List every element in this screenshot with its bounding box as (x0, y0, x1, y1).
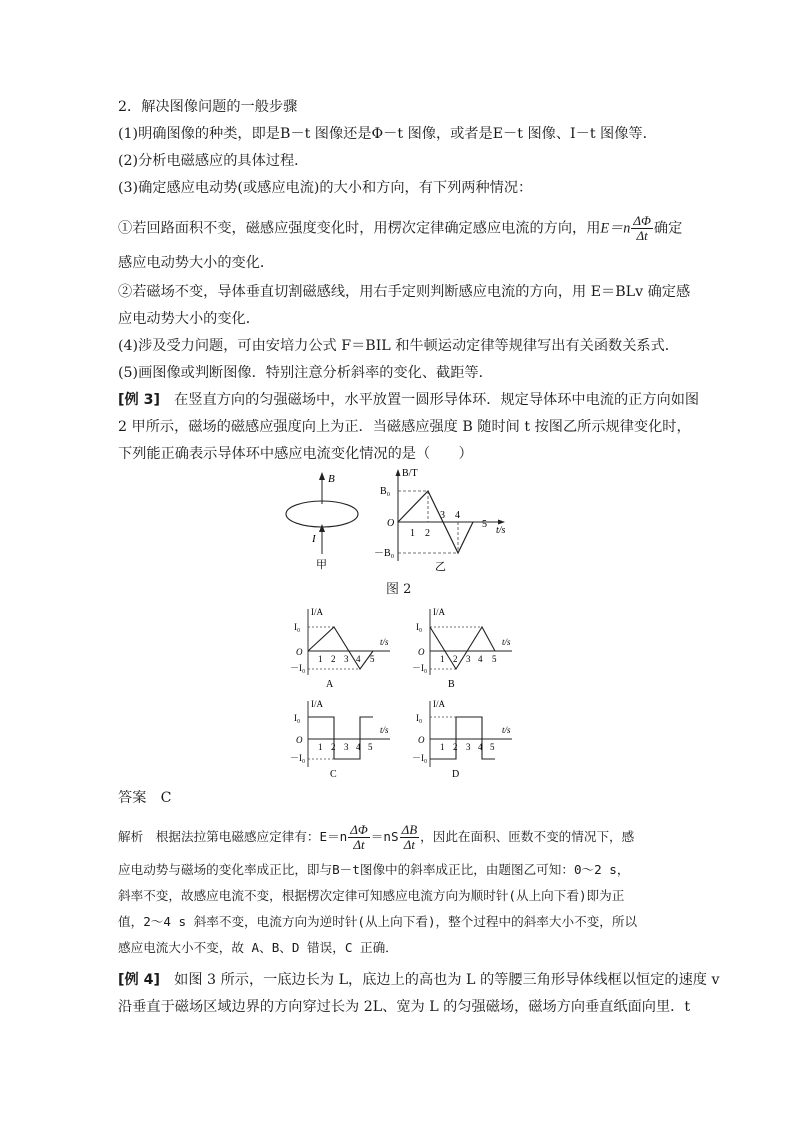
panel-c-ytop: I₀ (294, 713, 301, 723)
answer-value: C (160, 790, 172, 806)
panel-a-xlabel: t/s (380, 637, 389, 647)
panel-a-xtick-4: 4 (356, 654, 361, 664)
panel-c-xtick-4: 4 (356, 742, 361, 752)
panel-c-ybot: －I₀ (290, 753, 306, 763)
panel-d-xtick-2: 2 (453, 742, 458, 752)
case-1-post: 确定 (653, 220, 683, 237)
panel-c-xtick-2: 2 (331, 742, 336, 752)
solution-line-3: 斜率不变，故感应电流不变，根据楞次定律可知感应电流方向为顺时针(从上向下看)即为正 (118, 888, 625, 903)
yi-xtick-1: 1 (410, 528, 415, 539)
panel-a-origin: O (296, 647, 303, 657)
panel-d-ybot: －I₀ (412, 753, 428, 763)
case-1-fraction (631, 214, 653, 243)
figure-2-caption: 图 2 (386, 582, 412, 597)
panel-b-xtick-2: 2 (453, 654, 458, 664)
solution-frac-2-den: Δt (403, 837, 415, 852)
step-4: (4)涉及受力问题，可由安培力公式 F＝BIL 和牛顿运动定律等规律写出有关函数关系式． (118, 338, 679, 354)
panel-c-xtick-1: 1 (318, 742, 323, 752)
panel-b-xtick-1: 1 (440, 654, 445, 664)
panel-b-label: B (448, 679, 455, 690)
yi-ylabel: B/T (402, 468, 418, 479)
panel-b-xtick-4: 4 (478, 654, 483, 664)
current-arrow-icon (319, 524, 325, 532)
section-heading: 2．解决图像问题的一般步骤 (118, 99, 298, 115)
solution-frac-2 (400, 823, 420, 852)
jia-sub-label: 甲 (316, 559, 327, 571)
panel-d-xtick-4: 4 (478, 742, 483, 752)
solution-line-4: 值，2～4 s 斜率不变，电流方向为逆时针(从上向下看)，整个过程中的斜率大小不变，所以 (118, 914, 638, 929)
panel-d-xtick-3: 3 (466, 742, 471, 752)
yi-xtick-4: 4 (455, 510, 460, 521)
solution-line-1 (118, 823, 634, 852)
panel-b-xlabel: t/s (502, 637, 511, 647)
solution-text-1c: ，因此在面积、匝数不变的情况下，感 (420, 829, 635, 844)
panel-b-ylabel: I/A (433, 607, 445, 617)
conductor-ring (286, 501, 358, 527)
example-4-tag: [例 4] (118, 972, 160, 988)
figure-2 (270, 466, 520, 596)
option-panels (290, 605, 530, 780)
panel-d-origin: O (418, 735, 425, 745)
panel-c-label: C (330, 769, 337, 780)
case-1-fraction-den: Δt (636, 228, 648, 243)
yi-sub-label: 乙 (435, 561, 446, 573)
panel-a-xtick-1: 1 (318, 654, 323, 664)
yi-xtick-2: 2 (425, 528, 430, 539)
yi-x-arrow-icon (498, 520, 505, 525)
panel-c-xtick-5: 5 (368, 742, 373, 752)
panel-a-ybot: －I₀ (290, 663, 306, 673)
case-1-text: ①若回路面积不变，磁感应强度变化时，用楞次定律确定感应电流的方向，用 (118, 220, 601, 237)
panel-b-xtick-3: 3 (466, 654, 471, 664)
yi-xtick-3: 3 (440, 510, 445, 521)
panel-c-curve (308, 717, 373, 759)
solution-text-1a: 根据法拉第电磁感应定律有：E＝n (155, 829, 348, 844)
answer-line (118, 788, 171, 808)
figure-2-yi (374, 468, 506, 573)
panel-c-origin: O (296, 735, 303, 745)
example-3-text-1: 在竖直方向的匀强磁场中，水平放置一圆形导体环．规定导体环中电流的正方向如图 (174, 392, 700, 408)
panel-d-xtick-5: 5 (490, 742, 495, 752)
panel-a-xtick-5: 5 (370, 654, 375, 664)
step-5: (5)画图像或判断图像．特别注意分析斜率的变化、截距等． (118, 365, 493, 381)
solution-frac-2-num: ΔB (401, 822, 418, 837)
jia-b-label: B (328, 473, 335, 485)
case-2-line-2: 应电动势大小的变化． (118, 311, 260, 327)
case-1-fraction-num: ΔΦ (633, 213, 651, 228)
yi-xlabel: t/s (496, 525, 506, 536)
arrow-head-icon (319, 472, 325, 480)
example-4-line-2: 沿垂直于磁场区域边界的方向穿过长为 2L、宽为 L 的匀强磁场，磁场方向垂直纸面向里．t (118, 999, 691, 1015)
example-4-text-1: 如图 3 所示，一底边长为 L，底边上的高也为 L 的等腰三角形导体线框以恒定的速度 v (174, 972, 720, 988)
step-3: (3)确定感应电动势(或感应电流)的大小和方向，有下列两种情况： (118, 180, 533, 196)
panel-a-xtick-3: 3 (344, 654, 349, 664)
jia-i-label: I (312, 533, 316, 545)
option-panel-c (290, 699, 390, 780)
example-3-line-2: 2 甲所示，磁场的磁感应强度向上为正．当磁感应强度 B 随时间 t 按图乙所示规律变化时， (118, 419, 691, 435)
solution-frac-1-num: ΔΦ (350, 822, 368, 837)
panel-b-origin: O (418, 647, 425, 657)
answer-label: 答案 (118, 790, 147, 806)
panel-a-label: A (326, 679, 334, 690)
case-1-continuation: 感应电动势大小的变化． (118, 255, 275, 271)
solution-frac-1 (348, 823, 370, 852)
panel-a-xtick-2: 2 (331, 654, 336, 664)
panel-d-ylabel: I/A (433, 699, 445, 709)
panel-c-ylabel: I/A (311, 699, 323, 709)
yi-ytick-neg: －B₀ (374, 548, 395, 559)
solution-text-1b: ＝nS (370, 829, 399, 844)
solution-line-2: 应电动势与磁场的变化率成正比，即与B－t图像中的斜率成正比，由题图乙可知：0～2 s， (118, 862, 630, 877)
solution-label: 解析 (118, 829, 144, 844)
solution-frac-1-den: Δt (353, 837, 365, 852)
case-1-line (118, 214, 682, 243)
option-panel-b (412, 607, 512, 690)
step-1: (1)明确图像的种类，即是B－t 图像还是Φ－t 图像，或者是E－t 图像、I－t 图像等． (118, 126, 657, 142)
panel-c-xtick-3: 3 (344, 742, 349, 752)
case-1-equation: E＝n (600, 220, 631, 237)
yi-xtick-5: 5 (482, 519, 487, 530)
panel-d-xtick-1: 1 (440, 742, 445, 752)
panel-a-ytop: I₀ (294, 622, 301, 632)
example-3-line-1 (118, 390, 699, 410)
figure-2-jia (286, 472, 358, 571)
example-3-line-3: 下列能正确表示导体环中感应电流变化情况的是（ ） (118, 446, 473, 462)
case-2-line-1: ②若磁场不变，导体垂直切割磁感线，用右手定则判断感应电流的方向，用 E＝BLv 确定感 (118, 284, 691, 300)
example-3-tag: [例 3] (118, 392, 160, 408)
panel-d-xlabel: t/s (502, 725, 511, 735)
panel-d-ytop: I₀ (416, 713, 423, 723)
panel-d-label: D (452, 769, 460, 780)
example-4-line-1 (118, 970, 720, 990)
panel-d-curve (430, 717, 495, 759)
panel-a-ylabel: I/A (311, 607, 323, 617)
step-2: (2)分析电磁感应的具体过程． (118, 153, 309, 169)
option-panel-a (290, 607, 390, 690)
panel-b-ybot: －I₀ (412, 663, 428, 673)
yi-ytick-pos: B₀ (380, 486, 391, 497)
panel-b-ytop: I₀ (416, 622, 423, 632)
yi-y-arrow-icon (396, 469, 401, 476)
panel-c-xlabel: t/s (380, 725, 389, 735)
panel-b-xtick-5: 5 (492, 654, 497, 664)
option-panel-d (412, 699, 512, 780)
yi-origin: O (387, 518, 395, 529)
solution-line-5: 感应电流大小不变，故 A、B、D 错误，C 正确． (118, 940, 398, 955)
